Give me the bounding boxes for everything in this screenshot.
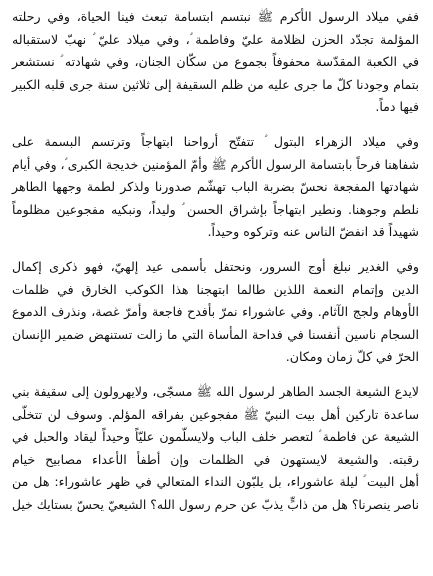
text-line: وفي ميلاد الزهراء البتول ؑ تتفتّح أرواحنا ابتهاجاً وترتسم البسمة على	[12, 133, 419, 149]
text-line: الأوهام ولجج الآثام. وفي عاشوراء نمرّ بأفدح فاجعة وأمرّ غصة، ونذرف الدموع	[12, 304, 419, 320]
text-line: فيها دماً.	[375, 99, 419, 115]
text-line: المؤلمة تجدّد الحزن لظلامة عليّ وفاطمة ؑ، وفي ميلاد عليّ ؑ نهبّ لاستقباله	[12, 31, 419, 47]
paragraph-3	[12, 256, 419, 369]
text-line: نلطم وجوهنا. ونطير ابتهاجاً بإشراق الحسن ؑ وليداً، ونبكيه مفجوعين مظلوماً	[12, 201, 419, 217]
text-line: ففي ميلاد الرسول الأكرم ﷺ نبتسم ابتسامة تبعث فينا الحياة، وفي رحلته	[12, 9, 419, 24]
text-line: ساعدة تاركين أهل بيت النبيّ ﷺ مفجوعين بفراقه المؤلم. وسوف لن تتخلّى	[12, 406, 419, 422]
text-line: الشيعة عن فاطمة ؑ لتعصر خلف الباب ولايسلّمون عليّاً وحيداً ليقاد والحبل في	[12, 429, 419, 445]
text-line: الدين وإتمام النعمة اللذين طالما ابتهجنا هذا الكوكب الخارق في ظلمات	[12, 281, 419, 297]
text-line: أهل البيت ؑ ليلة عاشوراء، بل يلبّون النداء المتعالي في ظهر عاشوراء: هل من	[12, 474, 419, 490]
text-line: في الكعبة المقدّسة محفوفاً بجموع من سكّان الجنان، وفي شهادته ؑ نستشعر	[12, 54, 419, 70]
text-line: رقبته. والشيعة لايستهون في الظلمات وإن أطفأ الأعداء مصابيح خيام	[12, 451, 419, 467]
paragraph-2	[12, 131, 419, 244]
text-line: بتمام وجودنا كلّ ما جرى عليه من ظلم السقيفة إلى ثلاثين سنة جرى قلبه الكبير	[12, 76, 419, 92]
text-line: لايدع الشيعة الجسد الطاهر لرسول الله ﷺ مسجّى، ولايهرولون إلى سقيفة بني	[12, 383, 419, 399]
text-line: شهيداً قد انفضّ الناس عنه وتركوه وحيداً.	[207, 224, 419, 240]
text-line: شهادتها المفجعة نحسّ بضربة الباب تهشّم صدورنا ولذكر لطمة وجهها الطاهر	[12, 179, 419, 195]
text-line: الحرّ في كلّ زمان ومكان.	[285, 349, 419, 365]
text-line: شفاهنا فرحاً بابتسامة الرسول الأكرم ﷺ وأمّ المؤمنين خديجة الكبرى ؑ، وفي أيام	[12, 156, 419, 172]
paragraph-4	[12, 381, 419, 517]
text-line: وفي الغدير نبلغ أوج السرور، ونحتفل بأسمى عيد إلهيّ، فهو ذكرى إكمال	[12, 258, 419, 274]
text-line: ناصر ينصرنا؟ هل من ذابٍّ يذبّ عن حرم رسول الله؟ الشيعيّ يحسّ بستايك خيل	[12, 496, 419, 512]
paragraph-1	[12, 6, 419, 119]
text-line: السجام ناسين أنفسنا في فداحة المأساة التي ما زالت تستنهض ضمير الإنسان	[12, 326, 419, 342]
